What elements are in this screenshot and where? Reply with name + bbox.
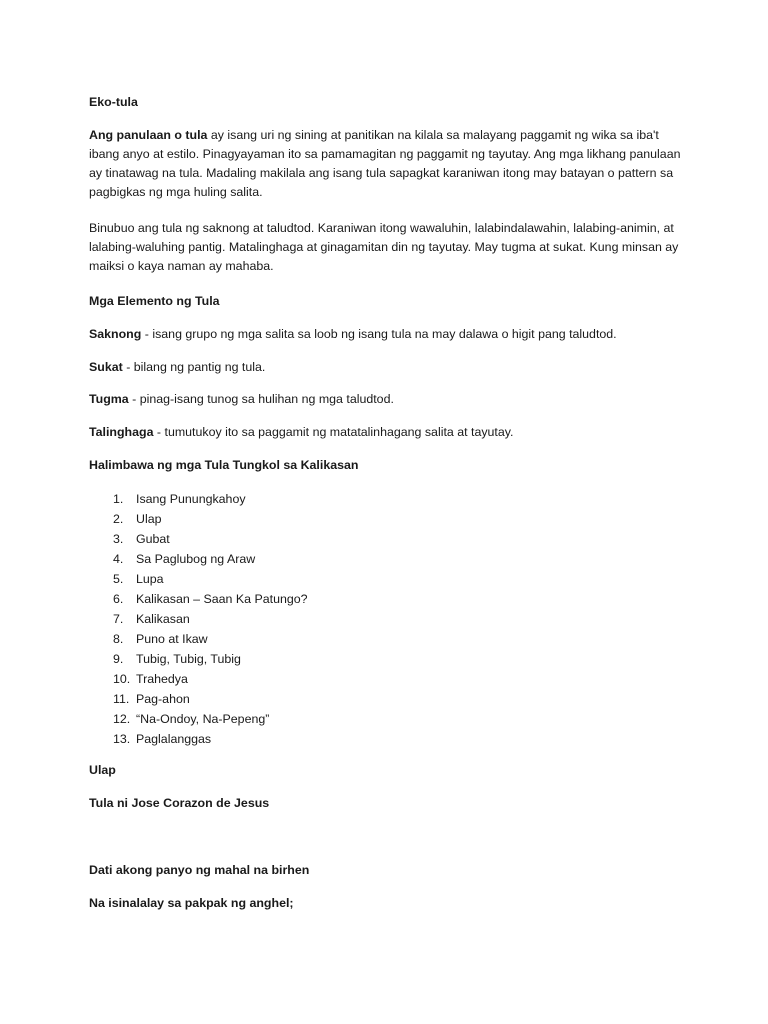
list-item <box>89 489 308 509</box>
element-term: Talinghaga <box>89 425 154 439</box>
list-item-text: Paglalanggas <box>136 732 212 746</box>
list-item-text: Trahedya <box>136 672 188 686</box>
list-item-text: Pag-ahon <box>136 692 190 706</box>
list-number: 11. <box>113 692 130 706</box>
list-item <box>89 589 308 609</box>
list-item <box>89 509 308 529</box>
list-item <box>89 649 308 669</box>
element-definition: - isang grupo ng mga salita sa loob ng isang tula na may dalawa o higit pang taludtod. <box>141 327 617 341</box>
poem-title: Ulap <box>89 763 116 777</box>
examples-list <box>89 489 308 749</box>
element-tugma <box>89 390 689 409</box>
element-talinghaga <box>89 423 689 442</box>
list-number: 7. <box>113 612 124 626</box>
list-item-text: Ulap <box>136 512 162 526</box>
list-item-text: Kalikasan <box>136 612 190 626</box>
examples-heading: Halimbawa ng mga Tula Tungkol sa Kalikasan <box>89 458 359 472</box>
list-item-text: “Na-Ondoy, Na-Pepeng” <box>136 712 270 726</box>
list-item-text: Tubig, Tubig, Tubig <box>136 652 241 666</box>
poem-line: Dati akong panyo ng mahal na birhen <box>89 863 310 877</box>
list-number: 1. <box>113 492 124 506</box>
list-item-text: Sa Paglubog ng Araw <box>136 552 256 566</box>
element-term: Saknong <box>89 327 142 341</box>
list-number: 13. <box>113 732 131 746</box>
list-number: 10. <box>113 672 131 686</box>
list-item <box>89 709 308 729</box>
term-panulaan: Ang panulaan o tula <box>89 128 208 142</box>
list-item <box>89 529 308 549</box>
list-number: 4. <box>113 552 124 566</box>
list-number: 5. <box>113 572 124 586</box>
list-item <box>89 689 308 709</box>
intro-paragraph-text: ay isang uri ng sining at panitikan na kilala sa malayang paggamit ng wika sa iba't ibang anyo at estilo. Pinagyayaman ito sa pamamagitan ng paggamit ng tayutay. Ang mga likhang panulaan ay tinatawag na tula. Madaling makilala ang isang tula sapagkat karaniwan itong may batayan o pattern sa pagbigkas ng mga huling salita. <box>89 128 681 199</box>
element-sukat <box>89 358 689 377</box>
list-item-text: Kalikasan – Saan Ka Patungo? <box>136 592 308 606</box>
element-definition: - tumutukoy ito sa paggamit ng matatalinhagang salita at tayutay. <box>153 425 514 439</box>
list-item <box>89 629 308 649</box>
list-item <box>89 569 308 589</box>
elements-heading: Mga Elemento ng Tula <box>89 294 220 308</box>
list-item <box>89 729 308 749</box>
list-number: 8. <box>113 632 124 646</box>
list-item-text: Puno at Ikaw <box>136 632 208 646</box>
element-term: Sukat <box>89 360 123 374</box>
list-item <box>89 549 308 569</box>
poem-line: Na isinalalay sa pakpak ng anghel; <box>89 896 294 910</box>
list-number: 9. <box>113 652 124 666</box>
list-item <box>89 609 308 629</box>
element-term: Tugma <box>89 392 129 406</box>
list-number: 2. <box>113 512 124 526</box>
document-title: Eko-tula <box>89 95 138 109</box>
list-item-text: Lupa <box>136 572 164 586</box>
element-definition: - pinag-isang tunog sa hulihan ng mga taludtod. <box>128 392 394 406</box>
list-item <box>89 669 308 689</box>
list-number: 3. <box>113 532 124 546</box>
element-saknong <box>89 325 689 344</box>
structure-paragraph: Binubuo ang tula ng saknong at taludtod. Karaniwan itong wawaluhin, lalabindalawahin, lalabing-animin, at lalabing-waluhing pantig. Matalinghaga at ginagamitan din ng tayutay. May tugma at sukat. Kung minsan ay maiksi o kaya naman ay mahaba. <box>89 221 679 273</box>
list-item-text: Isang Punungkahoy <box>136 492 246 506</box>
element-definition: - bilang ng pantig ng tula. <box>122 360 266 374</box>
list-number: 6. <box>113 592 124 606</box>
poem-author: Tula ni Jose Corazon de Jesus <box>89 796 270 810</box>
intro-paragraph <box>89 126 689 202</box>
list-number: 12. <box>113 712 131 726</box>
list-item-text: Gubat <box>136 532 170 546</box>
